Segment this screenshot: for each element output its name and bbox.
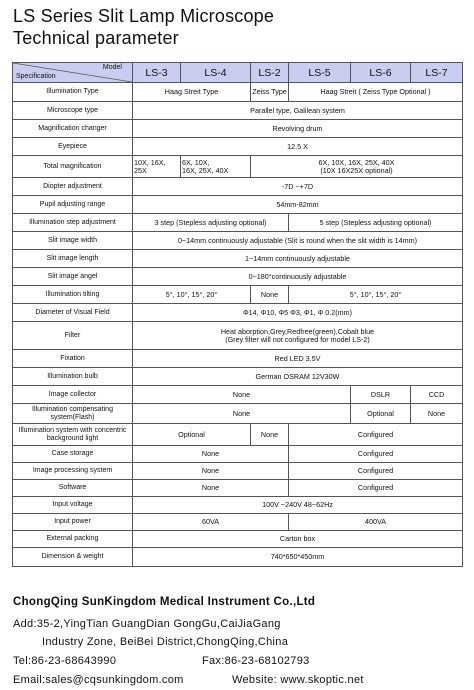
header-model-ls6: LS-6 (351, 63, 411, 83)
website: Website: www.skoptic.net (232, 674, 364, 686)
cell-value: Φ14, Φ10, Φ5 Φ3, Φ1, Φ 0.2(mm) (133, 304, 463, 322)
row-fixation (13, 350, 463, 368)
cell-value: None (133, 480, 289, 497)
row-label: Magnification changer (13, 120, 133, 138)
row-case-storage (13, 446, 463, 463)
cell-value: Configured (289, 463, 463, 480)
cell-value: 5°, 10°, 15°, 20° (133, 286, 251, 304)
row-label: Fixation (13, 350, 133, 368)
row-software (13, 480, 463, 497)
document-subtitle: Technical parameter (13, 28, 179, 48)
cell-value: Optional (133, 424, 251, 446)
cell-value: German OSRAM 12V30W (133, 368, 463, 386)
row-label: Total magnification (13, 156, 133, 178)
header-spec-model-cell (13, 63, 133, 83)
cell-value: Revolving drum (133, 120, 463, 138)
company-name: ChongQing SunKingdom Medical Instrument Co.,Ltd (13, 596, 316, 608)
row-magnification-changer (13, 120, 463, 138)
cell-value: DSLR (351, 386, 411, 404)
row-label: Diameter of Visual Field (13, 304, 133, 322)
cell-value: None (133, 404, 351, 424)
cell-value: 740*650*450mm (133, 548, 463, 567)
row-label: Slit image width (13, 232, 133, 250)
row-label: Illumination bulb (13, 368, 133, 386)
cell-value: None (251, 286, 289, 304)
header-model-ls5: LS-5 (289, 63, 351, 83)
row-illumination-type (13, 83, 463, 102)
cell-value: None (133, 463, 289, 480)
row-label: Microscope type (13, 102, 133, 120)
row-illumination-flash (13, 404, 463, 424)
row-label: Illumination compensating system(Flash) (13, 404, 133, 424)
row-slit-width (13, 232, 463, 250)
row-label: Dimension & weight (13, 548, 133, 567)
cell-value: Red LED 3.5V (133, 350, 463, 368)
row-filter (13, 322, 463, 350)
row-input-voltage (13, 497, 463, 514)
row-label: Image collector (13, 386, 133, 404)
row-slit-angel (13, 268, 463, 286)
cell-value: Haag Streit ( Zeiss Type Optional ) (289, 83, 463, 102)
row-dimension-weight (13, 548, 463, 567)
cell-value: None (411, 404, 463, 424)
row-label: Pupil adjusting range (13, 196, 133, 214)
cell-value: 3 step (Stepless adjusting optional) (133, 214, 289, 232)
row-label: Illumination Type (13, 83, 133, 102)
row-label: Illumination system with concentric background light (13, 424, 133, 446)
document-title: LS Series Slit Lamp Microscope (13, 6, 275, 26)
address-line-2: Industry Zone, BeiBei District,ChongQing,China (42, 636, 289, 648)
cell-value: None (133, 386, 351, 404)
row-label: Case storage (13, 446, 133, 463)
cell-value: 54mm-82mm (133, 196, 463, 214)
telephone: Tel:86-23-68643990 (13, 655, 117, 667)
cell-value: Configured (289, 480, 463, 497)
email-address: Email:sales@cqsunkingdom.com (13, 674, 184, 686)
row-label: Illumination tilting (13, 286, 133, 304)
cell-value: 60VA (133, 514, 289, 531)
cell-value: 6X, 10X, 16X, 25X, 40X (10X 16X25X optional) (251, 156, 463, 178)
row-label: Filter (13, 322, 133, 350)
row-label: Input power (13, 514, 133, 531)
cell-value: Configured (289, 424, 463, 446)
cell-value: Zeiss Type (251, 83, 289, 102)
cell-value: None (133, 446, 289, 463)
row-label: Eyepiece (13, 138, 133, 156)
address-line-1: Add:35-2,YingTian GuangDian GongGu,CaiJiaGang (13, 618, 281, 630)
header-row (13, 63, 463, 83)
row-illumination-step (13, 214, 463, 232)
row-slit-length (13, 250, 463, 268)
row-illumination-bulb (13, 368, 463, 386)
row-image-collector (13, 386, 463, 404)
cell-value: 5°, 10°, 15°, 20° (289, 286, 463, 304)
header-model-ls3: LS-3 (133, 63, 181, 83)
cell-value: CCD (411, 386, 463, 404)
row-total-magnification (13, 156, 463, 178)
cell-value: 6X, 10X, 16X, 25X, 40X (181, 156, 251, 178)
cell-value: 12.5 X (133, 138, 463, 156)
row-image-processing (13, 463, 463, 480)
row-label: Slit image angel (13, 268, 133, 286)
cell-value: 0~14mm continuously adjustable (Slit is round when the slit width is 14mm) (133, 232, 463, 250)
row-label: Slit image length (13, 250, 133, 268)
cell-value: Heat aborption,Grey,Redfree(green),Cobalt blue (Grey filter will not configured for model LS-2) (133, 322, 463, 350)
cell-value: 1~14mm continuously adjustable (133, 250, 463, 268)
row-visual-field (13, 304, 463, 322)
row-label: Illumination step adjustment (13, 214, 133, 232)
row-eyepiece (13, 138, 463, 156)
cell-value: 0~180°continuously adjustable (133, 268, 463, 286)
fax: Fax:86-23-68102793 (202, 655, 310, 667)
cell-value: Optional (351, 404, 411, 424)
row-illumination-tilting (13, 286, 463, 304)
row-pupil-range (13, 196, 463, 214)
header-model-label: Model (102, 64, 122, 71)
cell-value: 100V ~240V 48~62Hz (133, 497, 463, 514)
row-diopter-adjustment (13, 178, 463, 196)
spec-table (12, 62, 463, 567)
cell-value: Parallel type, Galilean system (133, 102, 463, 120)
cell-value: Configured (289, 446, 463, 463)
header-model-ls4: LS-4 (181, 63, 251, 83)
cell-value: 10X, 16X, 25X (133, 156, 181, 178)
row-label: Input voltage (13, 497, 133, 514)
cell-value: None (251, 424, 289, 446)
cell-value: Carton box (133, 531, 463, 548)
row-label: Image processing system (13, 463, 133, 480)
row-external-packing (13, 531, 463, 548)
row-concentric-light (13, 424, 463, 446)
row-label: Software (13, 480, 133, 497)
header-model-ls2: LS-2 (251, 63, 289, 83)
row-microscope-type (13, 102, 463, 120)
row-input-power (13, 514, 463, 531)
header-model-ls7: LS-7 (411, 63, 463, 83)
cell-value: Haag Streit Type (133, 83, 251, 102)
header-spec-label: Specification (16, 73, 56, 80)
cell-value: -7D ~+7D (133, 178, 463, 196)
cell-value: 400VA (289, 514, 463, 531)
row-label: Diopter adjustment (13, 178, 133, 196)
row-label: External packing (13, 531, 133, 548)
cell-value: 5 step (Stepless adjusting optional) (289, 214, 463, 232)
